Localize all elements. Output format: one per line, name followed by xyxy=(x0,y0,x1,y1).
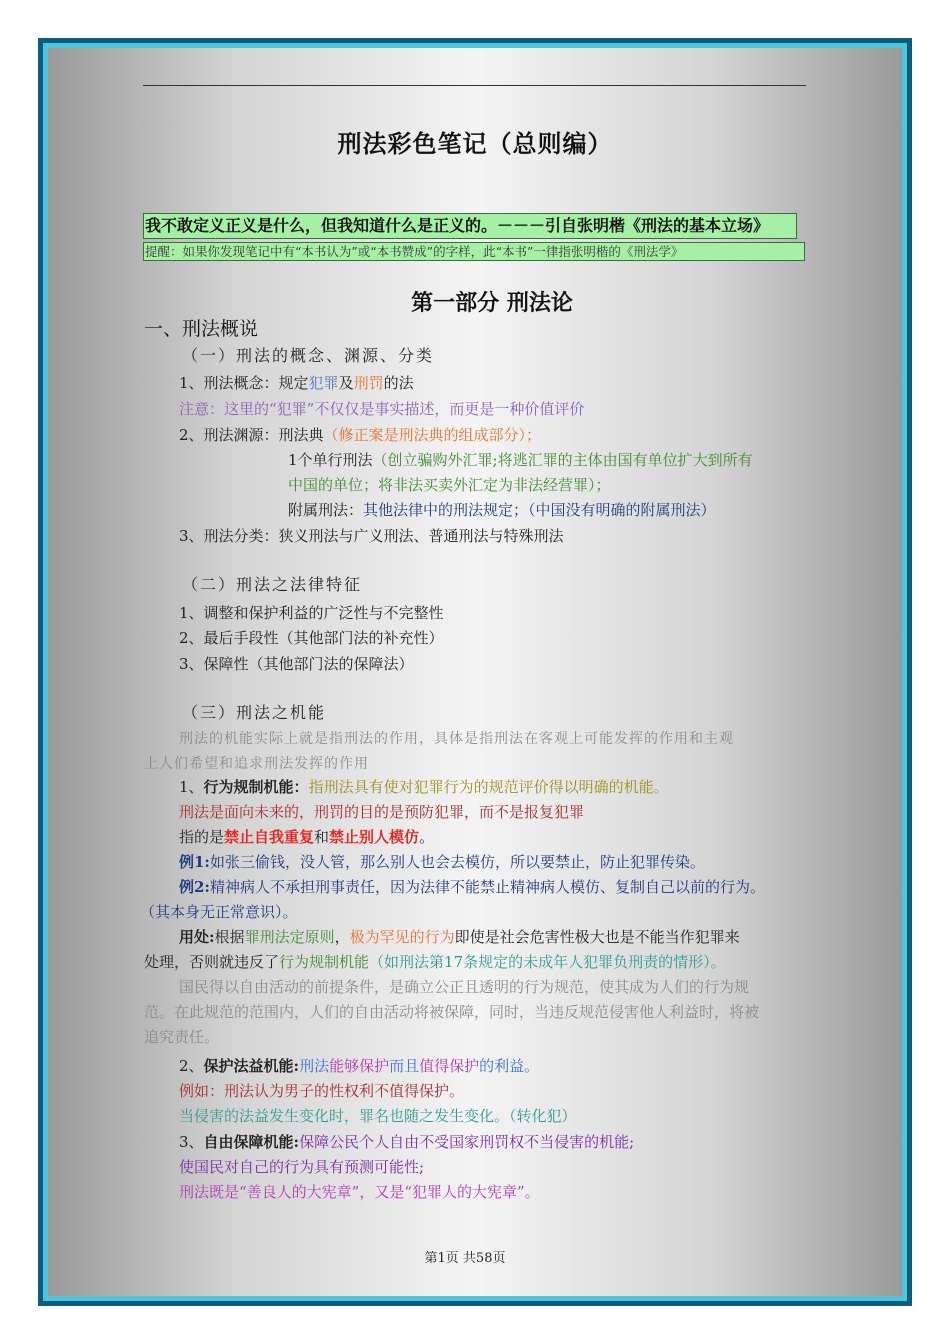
text-span: 而且 xyxy=(389,1057,420,1075)
text-span: 刑法 xyxy=(299,1057,330,1075)
example-line: （其本身无正常意识）。 xyxy=(140,903,298,921)
text-line xyxy=(179,1131,634,1152)
quote-banner: 我不敢定义正义是什么，但我知道什么是正义的。－－－引自张明楷《刑法的基本立场》 xyxy=(143,213,797,239)
page-number: 第1页 共58页 xyxy=(424,1251,506,1266)
text-span: 1个单行刑法 xyxy=(288,451,373,469)
subsection-heading-1: （一）刑法的概念、渊源、分类 xyxy=(182,346,435,365)
text-line xyxy=(144,951,726,972)
text-span: ， xyxy=(334,928,350,946)
text-line: 刑法既是“善良人的大宪章”，又是“犯罪人的大宪章”。 xyxy=(179,1183,540,1201)
text-span: 指刑法具有使对犯罪行为的规范评价得以明确的机能。 xyxy=(308,778,669,796)
text-span: 其他法律中的刑法规定；（中国没有明确的附属刑法） xyxy=(363,501,716,519)
subsection-heading-3: （三）刑法之机能 xyxy=(182,703,327,722)
document-title: 刑法彩色笔记（总则编） xyxy=(337,130,613,158)
example-line xyxy=(179,851,705,872)
text-line: 3、刑法分类：狭义刑法与广义刑法、普通刑法与特殊刑法 xyxy=(179,527,564,545)
example-line xyxy=(179,876,765,897)
text-span: 处理，否则就违反了 xyxy=(144,953,280,971)
text-line xyxy=(288,499,716,520)
text-line: 刑法是面向未来的，刑罚的目的是预防犯罪，而不是报复犯罪 xyxy=(179,803,585,821)
text-span: 极为罕见的行为 xyxy=(349,928,455,946)
text-span: 犯罪 xyxy=(308,374,339,392)
text-span: 1、刑法概念：规定 xyxy=(179,374,309,392)
reminder-banner: 提醒：如果你发现笔记中有“本书认为”或“本书赞成”的字样，此“本书”一律指张明楷的《刑法学》 xyxy=(143,242,805,261)
header-rule xyxy=(143,85,806,86)
text-span: 即使是社会危害性极大也是不能当作犯罪来 xyxy=(454,928,740,946)
text-span: 的法 xyxy=(383,374,414,392)
text-span: （如刑法第17条规定的未成年人犯罪负刑责的情形）。 xyxy=(369,953,726,971)
text-line xyxy=(179,926,740,947)
text-span: 1、 xyxy=(179,778,204,796)
text-line: 范。在此规范的范围内，人们的自由活动将被保障，同时，当违反规范侵害他人利益时，将被 xyxy=(144,1003,760,1021)
text-span: （修正案是刑法典的组成部分）； xyxy=(323,426,542,444)
text-span: 根据 xyxy=(214,928,245,946)
text-line: 追究责任。 xyxy=(144,1028,220,1046)
part-title: 第一部分 刑法论 xyxy=(411,291,573,316)
text-line: 中国的单位；将非法买卖外汇定为非法经营罪）； xyxy=(288,476,611,494)
text-span: 附属刑法： xyxy=(288,501,364,519)
text-span: 保障公民个人自由不受国家刑罚权不当侵害的机能; xyxy=(299,1133,635,1151)
text-line xyxy=(288,449,753,470)
intro-line: 上人们希望和追求刑法发挥的作用 xyxy=(144,756,369,772)
text-span: 刑罚 xyxy=(353,374,384,392)
text-span: 禁止别人模仿 xyxy=(329,828,420,846)
text-span: 值得保护 xyxy=(419,1057,480,1075)
use-label: 用处: xyxy=(179,928,215,946)
text-span: （创立骗购外汇罪;将逃汇罪的主体由国有单位扩大到所有 xyxy=(372,451,753,469)
text-span: 能够保护 xyxy=(329,1057,390,1075)
text-span: 及 xyxy=(338,374,354,392)
text-span: 3、 xyxy=(179,1133,204,1151)
text-span: 罪刑法定原则 xyxy=(244,928,335,946)
text-line: 当侵害的法益发生变化时，罪名也随之发生变化。（转化犯） xyxy=(179,1107,577,1125)
text-line xyxy=(179,1055,539,1076)
function-label: 自由保障机能: xyxy=(203,1133,300,1151)
text-span: 精神病人不承担刑事责任，因为法律不能禁止精神病人模仿、复制自己以前的行为。 xyxy=(209,878,765,896)
text-line: 例如：刑法认为男子的性权利不值得保护。 xyxy=(179,1082,465,1100)
example-label: 例2: xyxy=(179,878,210,896)
text-line xyxy=(179,424,541,445)
section-heading: 一、刑法概说 xyxy=(144,318,259,340)
text-line xyxy=(179,372,414,393)
text-span: 的利益。 xyxy=(479,1057,540,1075)
example-label: 例1: xyxy=(179,853,210,871)
text-span: 行为规制机能 xyxy=(279,953,370,971)
text-line xyxy=(179,826,434,847)
text-span: 2、刑法渊源：刑法典 xyxy=(179,426,324,444)
text-line: 使国民对自己的行为具有预测可能性; xyxy=(179,1158,425,1176)
text-line xyxy=(179,776,669,797)
text-span: 和 xyxy=(314,828,330,846)
text-line: 国民得以自由活动的前提条件，是确立公正且透明的行为规范，使其成为人们的行为规 xyxy=(179,978,750,996)
function-label: 保护法益机能: xyxy=(203,1057,300,1075)
intro-line: 刑法的机能实际上就是指刑法的作用，具体是指刑法在客观上可能发挥的作用和主观 xyxy=(179,731,734,747)
subsection-heading-2: （二）刑法之法律特征 xyxy=(182,575,363,594)
text-span: 如张三偷钱，没人管，那么别人也会去模仿，所以要禁止，防止犯罪传染。 xyxy=(209,853,705,871)
text-span: 。 xyxy=(419,828,435,846)
list-item: 1、调整和保护利益的广泛性与不完整性 xyxy=(179,604,444,622)
text-span: 2、 xyxy=(179,1057,204,1075)
text-span: 指的是 xyxy=(179,828,225,846)
list-item: 3、保障性（其他部门法的保障法） xyxy=(179,655,414,673)
note-line: 注意：这里的“犯罪”不仅仅是事实描述，而更是一种价值评价 xyxy=(179,400,585,418)
function-label: 行为规制机能： xyxy=(203,778,309,796)
list-item: 2、最后手段性（其他部门法的补充性） xyxy=(179,629,444,647)
text-span: 禁止自我重复 xyxy=(224,828,315,846)
